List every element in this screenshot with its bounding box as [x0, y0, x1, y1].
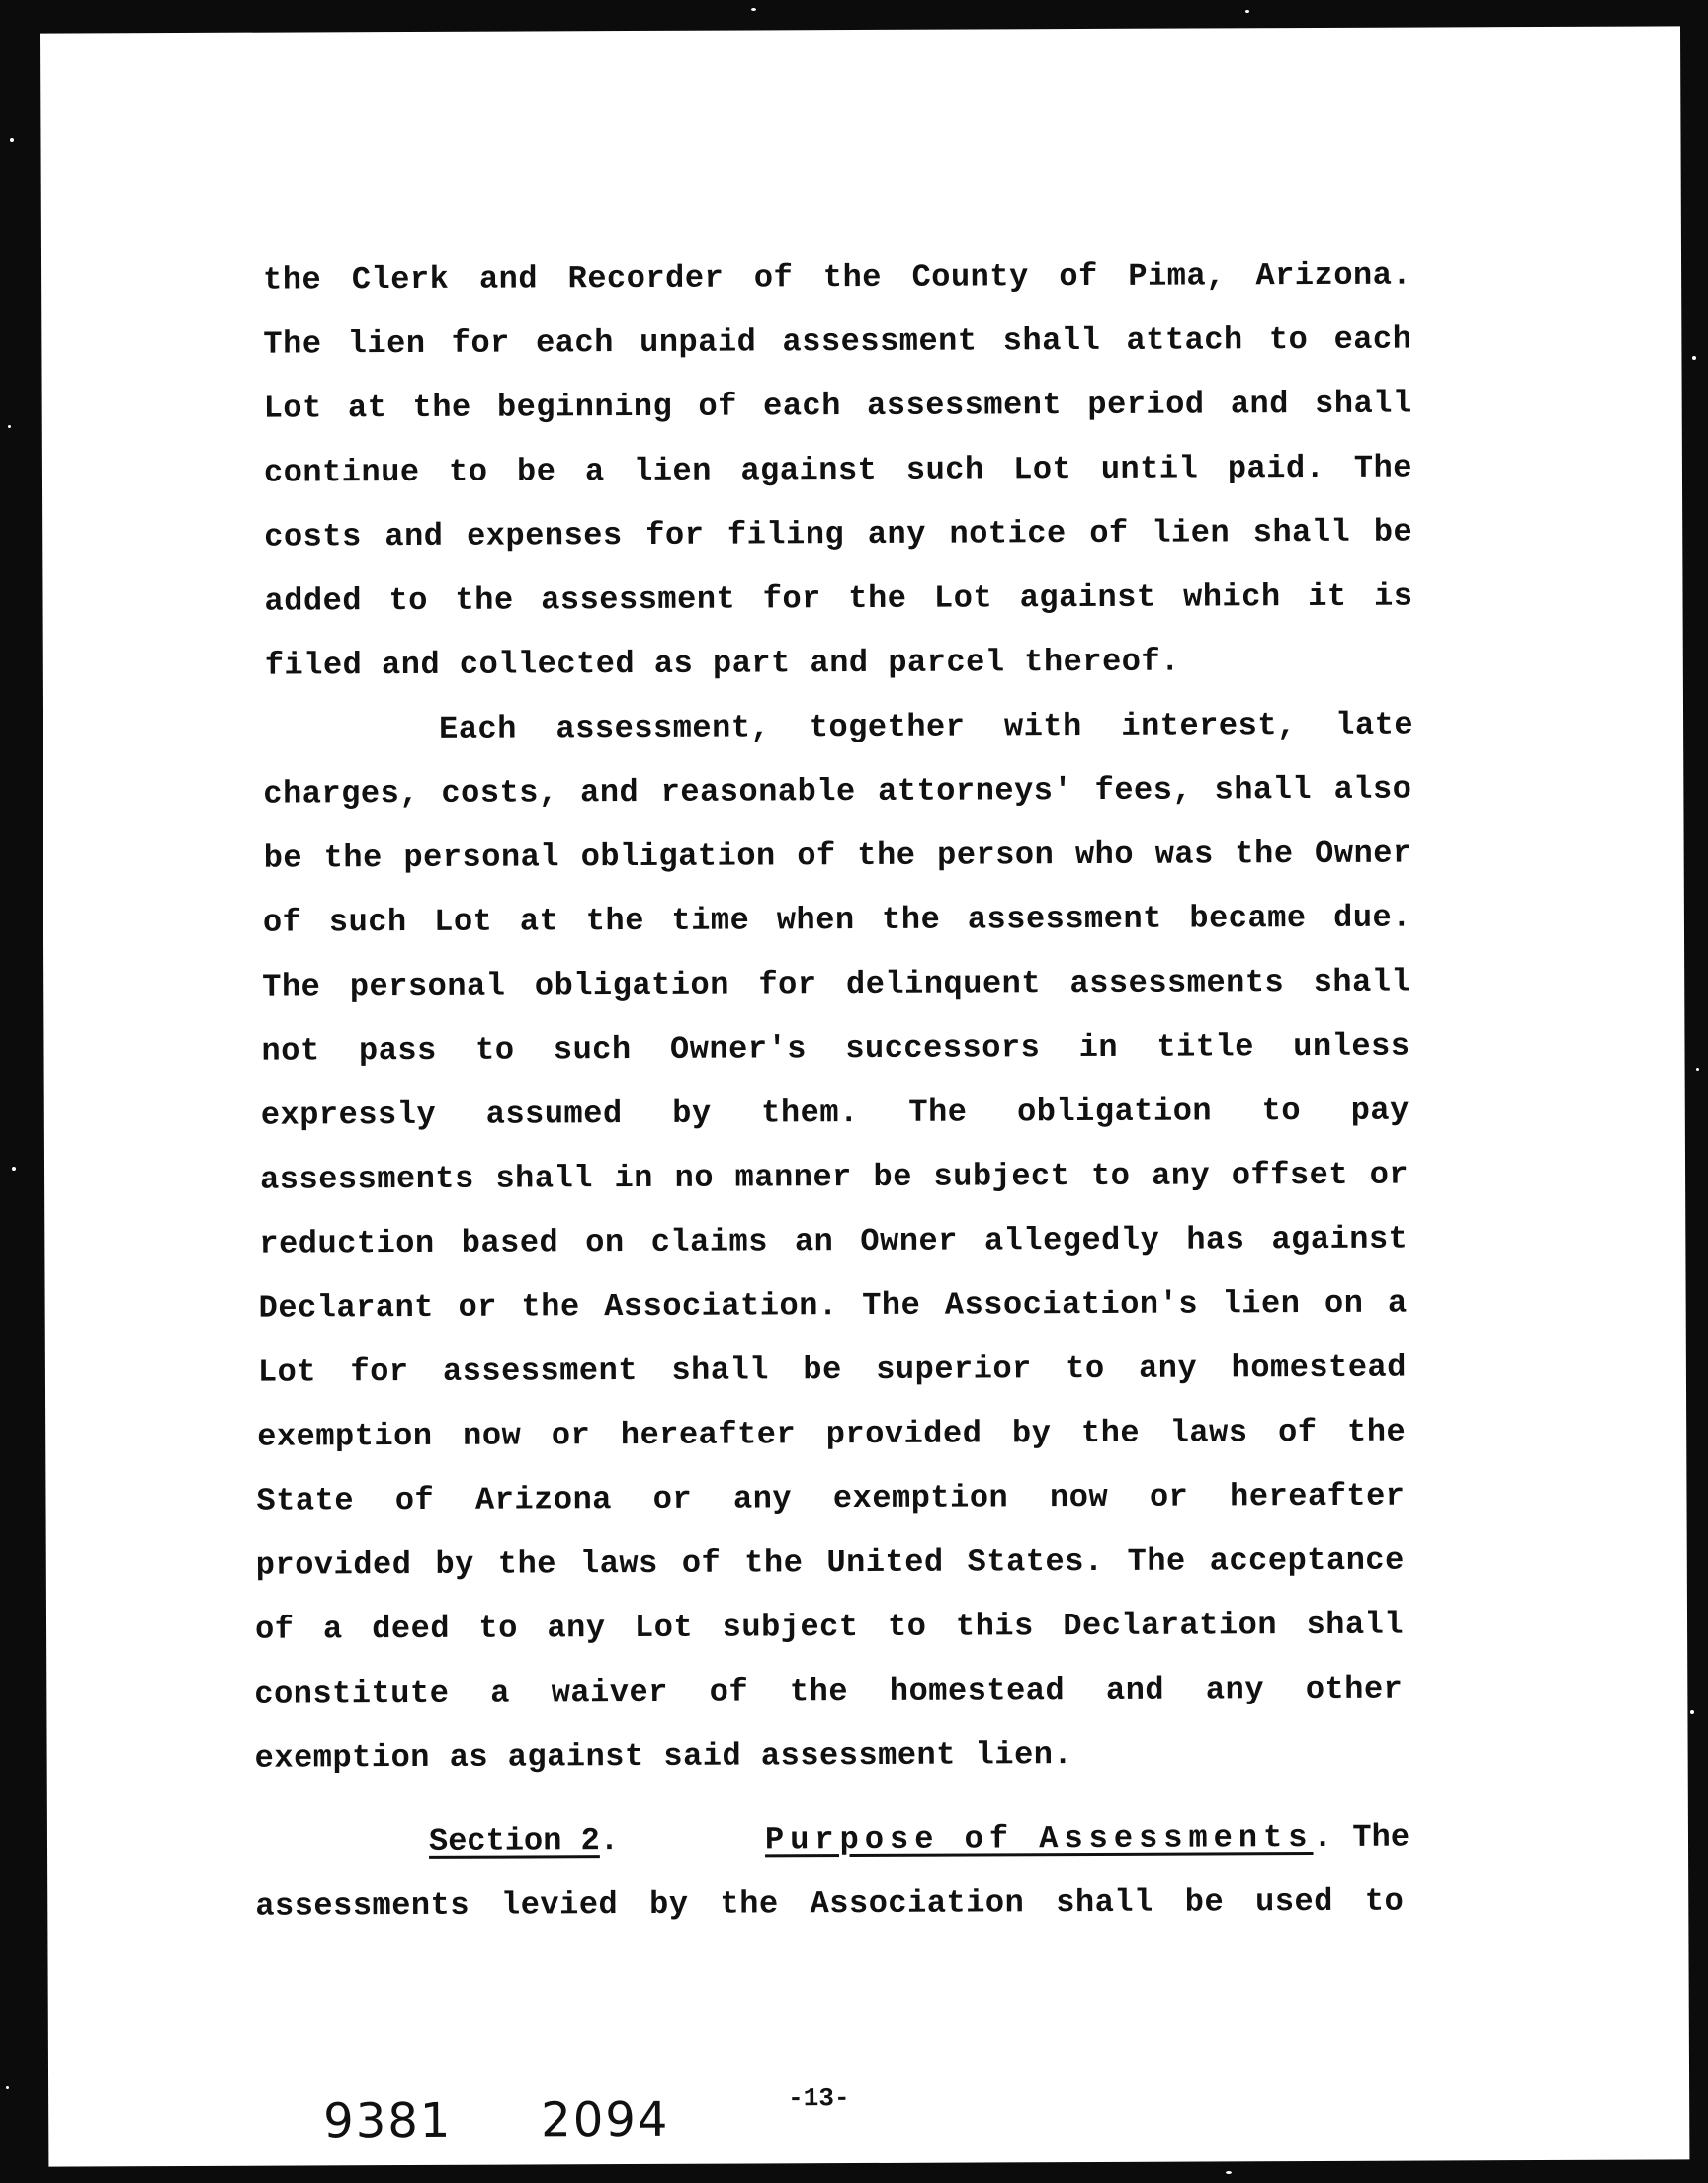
- document-number-right: 2094: [541, 2091, 670, 2148]
- paragraph-first-line: Each assessment, together with interest, late: [439, 706, 1414, 747]
- section-heading: [261, 1818, 1410, 1860]
- text-line: added to the assessment for the Lot against which it is: [264, 577, 1413, 620]
- section-title: [765, 1819, 1338, 1859]
- text-line: the Clerk and Recorder of the County of Pima, Arizona.: [263, 256, 1412, 299]
- text-line: assessments shall in no manner be subject to any offset or: [259, 1156, 1409, 1198]
- scan-speck: [1692, 356, 1696, 360]
- text-line: The personal obligation for delinquent assessments shall: [262, 963, 1411, 1005]
- text-line: expressly assumed by them. The obligation to pay: [260, 1092, 1409, 1134]
- text-line: Declarant or the Association. The Association's lien on a: [258, 1284, 1408, 1327]
- section-title-punct: .: [1313, 1818, 1338, 1857]
- text-line: Lot at the beginning of each assessment period and shall: [263, 385, 1412, 427]
- scan-speck: [1690, 1710, 1694, 1714]
- document-page: [40, 26, 1689, 2166]
- text-line: costs and expenses for filing any notice of lien shall be: [264, 513, 1413, 556]
- section-title-text: Purpose of Assessments: [764, 1819, 1314, 1859]
- scan-speck: [12, 1167, 16, 1171]
- text-line: exemption now or hereafter provided by the laws of the: [257, 1413, 1407, 1455]
- scan-speck: [1696, 1068, 1699, 1071]
- text-line: charges, costs, and reasonable attorneys' fees, shall also: [263, 770, 1412, 813]
- section-number: [429, 1822, 619, 1860]
- section-punct: .: [599, 1822, 620, 1860]
- text-line: of such Lot at the time when the assessment became due.: [262, 899, 1412, 941]
- scan-speck: [8, 425, 11, 428]
- scan-speck: [1245, 10, 1249, 13]
- text-line: State of Arizona or any exemption now or hereafter: [256, 1477, 1406, 1520]
- text-line: assessments levied by the Association shall be used to: [255, 1882, 1405, 1925]
- text-line: provided by the laws of the United States. The acceptance: [255, 1541, 1405, 1584]
- page-number: -13-: [788, 2083, 850, 2114]
- scan-speck: [751, 8, 756, 11]
- text-line: constitute a waiver of the homestead and any other: [254, 1670, 1404, 1712]
- scan-speck: [6, 2086, 9, 2089]
- section-label: Section 2: [428, 1822, 600, 1860]
- text-line: continue to be a lien against such Lot until paid. The: [263, 449, 1413, 491]
- scan-speck: [10, 138, 14, 142]
- section-trailing-word: The: [1352, 1818, 1410, 1856]
- text-line: exemption as against said assessment lien.: [254, 1736, 1073, 1777]
- scan-speck: [1226, 2171, 1232, 2174]
- document-number-left: 9381: [323, 2092, 453, 2149]
- text-line: Lot for assessment shall be superior to any homestead: [257, 1349, 1407, 1391]
- text-line: of a deed to any Lot subject to this Declaration shall: [254, 1606, 1405, 1648]
- text-line: not pass to such Owner's successors in title unless: [261, 1027, 1410, 1070]
- text-line: reduction based on claims an Owner allegedly has against: [259, 1220, 1409, 1263]
- text-line: filed and collected as part and parcel thereof.: [264, 643, 1180, 684]
- text-line: The lien for each unpaid assessment shall attach to each: [263, 320, 1412, 363]
- text-line: be the personal obligation of the person who was the Owner: [263, 834, 1412, 877]
